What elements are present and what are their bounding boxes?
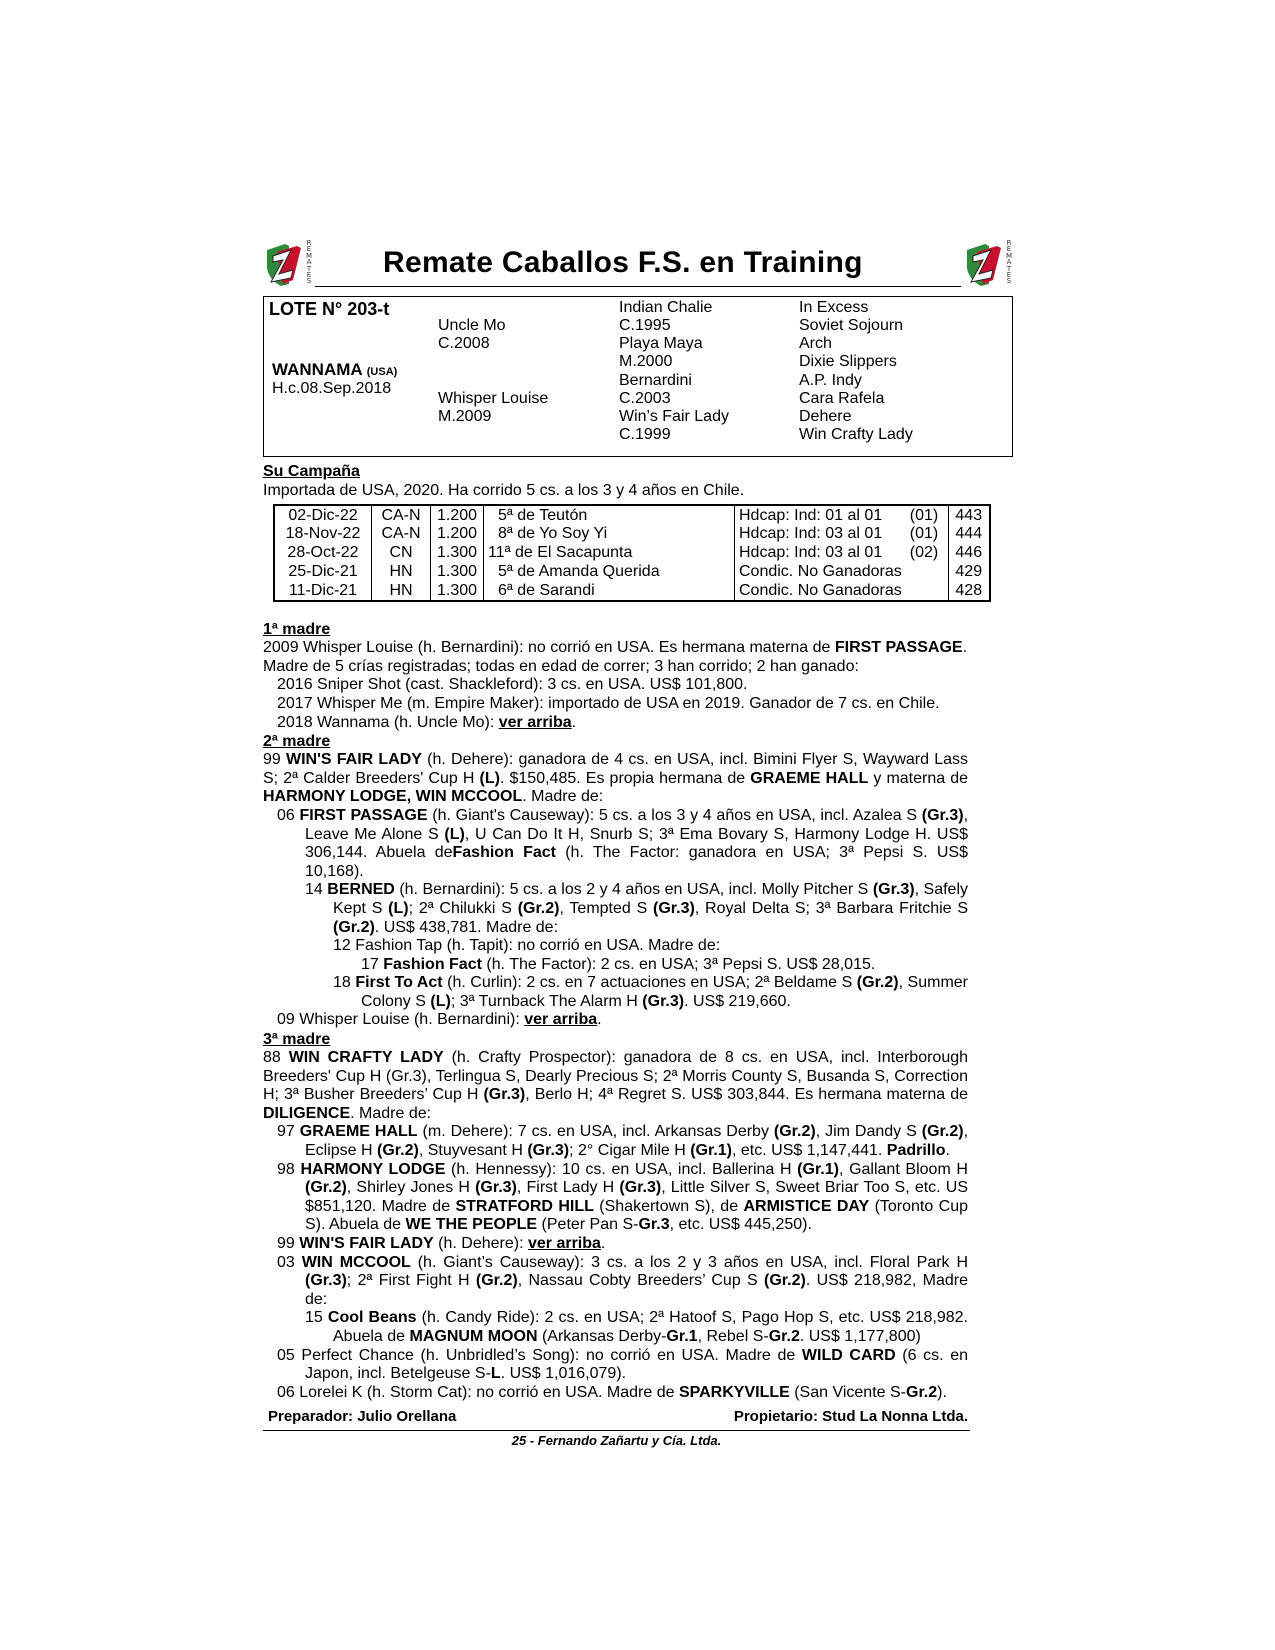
footer-rule [263,1430,970,1431]
produce-item: 2017 Whisper Me (m. Empire Maker): importado de USA en 2019. Ganador de 7 cs. en Chile. [277,694,940,712]
race-dist: 1.300 [431,544,484,563]
page-header [263,240,1013,292]
logo-letter: E [306,245,312,254]
produce-perfect-chance: 05 Perfect Chance (h. Unbridled’s Song): no corrió en USA. Madre de WILD CARD (6 cs. en Japon, incl. Betelgeuse S-L. US$ 1,016,079). [277,1346,968,1383]
horse-origin: (USA) [366,366,398,378]
pedigree-box [263,296,1013,457]
race-idx [906,581,949,601]
race-track: HN [372,563,431,582]
gen2-item: Win’s Fair Lady [619,408,729,425]
gen2-item: C.1995 [619,317,671,334]
race-row [274,563,990,582]
sire-name: Uncle Mo [438,317,506,334]
race-weight: 428 [948,581,990,601]
race-track: CN [372,544,431,563]
race-row [274,581,990,601]
produce-first-to-act: 18 First To Act (h. Curlin): 2 cs. en 7 actuaciones en USA; 2ª Beldame S (Gr.2), Summer Colony S (L); 3ª Turnback The Alarm H (Gr.3). US$ 219,660. [333,974,969,1010]
gen3-item: Arch [799,335,832,352]
third-dam-paragraph: 88 WIN CRAFTY LADY (h. Crafty Prospector): ganadora de 8 cs. en USA, incl. Interborough Breeders' Cup H (Gr.3), Terlingua S, Dearly Precious S; 2ª Morris County S, Busanda S, Correction H; 3ª Busher Breeders’ Cup H (Gr.3), Berlo H; 4ª Regret S. US$ 303,844. Es hermana materna de DILIGENCE. Madre de: [263,1049,969,1122]
owner-label: Propietario: Stud La Nonna Ltda. [733,1408,968,1426]
gen2-item: Bernardini [619,372,692,389]
gen2-item: Indian Chalie [619,299,713,316]
race-idx [906,563,949,582]
race-row [274,525,990,544]
gen3-item: A.P. Indy [799,372,862,389]
logo-letter: R [1006,239,1012,247]
produce-item: 2016 Sniper Shot (cast. Shackleford): 3 cs. en USA. US$ 101,800. [277,676,748,694]
lot-number: LOTE N° 203-t [269,299,390,319]
gen3-item: Dehere [799,408,852,425]
race-dist: 1.300 [431,581,484,601]
trainer-label: Preparador: Julio Orellana [268,1408,457,1426]
dam-name: Whisper Louise [438,390,549,407]
race-dist: 1.200 [431,505,484,525]
race-cond: Hdcap: Ind: 01 al 01 [735,505,906,525]
race-idx: (02) [906,544,949,563]
race-result: 11ª de El Sacapunta [484,544,735,563]
logo-letter: S [306,277,312,286]
campaign-title: Su Campaña [263,463,360,480]
produce-cool-beans: 15 Cool Beans (h. Candy Ride): 2 cs. en USA; 2ª Hatoof S, Pago Hop S, etc. US$ 218,982. Abuela de MAGNUM MOON (Arkansas Derby-Gr.1, Rebel S-Gr.2. US$ 1,177,800) [305,1309,969,1345]
logo-letter: T [1006,264,1012,273]
logo-letter: M [1005,251,1013,260]
produce-whisper-louise: 09 Whisper Louise (h. Bernardini): ver arriba. [277,1011,602,1029]
credits-row [263,1408,1013,1430]
produce-fashion-fact: 17 Fashion Fact (h. The Factor): 2 cs. en USA; 3ª Pepsi S. US$ 28,015. [361,955,876,973]
race-idx: (01) [906,525,949,544]
logo-letter: E [1006,245,1012,254]
gen3-item: Win Crafty Lady [799,426,913,443]
page-title: Remate Caballos F.S. en Training [383,246,863,279]
logo-letter: E [1006,271,1012,280]
race-cond: Condic. No Ganadoras [735,581,906,601]
race-track: HN [372,581,431,601]
page-footer: 25 - Fernando Zañartu y Cía. Ltda. [511,1433,722,1449]
gen3-item: Soviet Sojourn [799,317,904,334]
first-dam-produce-summary: Madre de 5 crías registradas; todas en edad de correr; 3 han corrido; 2 han ganado: [263,657,859,675]
logo-letter: E [306,271,312,280]
race-idx: (01) [906,505,949,525]
race-dist: 1.300 [431,563,484,582]
race-result: 8ª de Yo Soy Yi [484,525,735,544]
race-cond: Hdcap: Ind: 03 al 01 [735,525,906,544]
race-date: 11-Dic-21 [274,581,372,601]
race-row [274,544,990,563]
produce-item: 2018 Wannama (h. Uncle Mo): ver arriba. [277,713,577,731]
second-dam-paragraph: 99 WIN'S FAIR LADY (h. Dehere): ganadora de 4 cs. en USA, incl. Bimini Flyer S, Wayward Lass S; 2ª Calder Breeders' Cup H (L). $150,485. Es propia hermana de GRAEME HALL y materna de HARMONY LODGE, WIN MCCOOL. Madre de: [263,751,969,806]
logo-letter: R [306,239,312,247]
race-row [274,505,990,525]
logo-letter: T [306,264,312,273]
produce-berned: 14 BERNED (h. Bernardini): 5 cs. a los 2 y 4 años en USA, incl. Molly Pitcher S (Gr.3), Safely Kept S (L); 2ª Chilukki S (Gr.2), Tempted S (Gr.3), Royal Delta S; 3ª Barbara Fritchie S (Gr.2). US$ 438,781. Madre de: [305,881,969,936]
campaign-summary: Importada de USA, 2020. Ha corrido 5 cs. a los 3 y 4 años en Chile. [263,482,745,499]
race-weight: 444 [948,525,990,544]
race-date: 02-Dic-22 [274,505,372,525]
logo-letter: S [1006,277,1012,286]
gen2-item: Playa Maya [619,335,703,352]
race-weight: 429 [948,563,990,582]
race-cond: Condic. No Ganadoras [735,563,906,582]
race-result: 5ª de Amanda Querida [484,563,735,582]
race-cond: Hdcap: Ind: 03 al 01 [735,544,906,563]
race-weight: 443 [948,505,990,525]
gen2-item: C.1999 [619,426,671,443]
produce-lorelei-k: 06 Lorelei K (h. Storm Cat): no corrió en USA. Madre de SPARKYVILLE (San Vicente S-Gr.2). [277,1383,947,1401]
first-dam-title: 1ª madre [263,621,331,639]
race-track: CA-N [372,505,431,525]
horse-info: H.c.08.Sep.2018 [272,380,392,397]
logo-letter: A [1006,258,1012,267]
produce-wins-fair-lady: 99 WIN'S FAIR LADY (h. Dehere): ver arriba. [277,1235,606,1252]
race-weight: 446 [948,544,990,563]
race-result: 5ª de Teutón [484,505,735,525]
logo-letter: M [305,251,313,260]
produce-win-mccool: 03 WIN MCCOOL (h. Giant’s Causeway): 3 cs. a los 2 y 3 años en USA, incl. Floral Park H (Gr.3); 2ª First Fight H (Gr.2), Nassau Cobty Breeders’ Cup S (Gr.2). US$ 218,982, Madre de: [277,1253,968,1308]
race-dist: 1.200 [431,525,484,544]
horse-name: WANNAMA (USA) [272,360,398,379]
logo-letter: A [306,258,312,267]
race-date: 25-Dic-21 [274,563,372,582]
race-track: CA-N [372,525,431,544]
sire-info: C.2008 [438,335,490,352]
produce-harmony-lodge: 98 HARMONY LODGE (h. Hennessy): 10 cs. en USA, incl. Ballerina H (Gr.1), Gallant Bloom H (Gr.2), Shirley Jones H (Gr.3), First Lady H (Gr.3), Little Silver S, Sweet Briar Too S, etc. US $851,120. Madre de STRATFORD HILL (Shakertown S), de ARMISTICE DAY (Toronto Cup S). Abuela de WE THE PEOPLE (Peter Pan S-Gr.3, etc. US$ 445,250). [277,1160,969,1234]
race-date: 18-Nov-22 [274,525,372,544]
gen3-item: Dixie Slippers [799,353,897,370]
first-dam-paragraph: 2009 Whisper Louise (h. Bernardini): no corrió en USA. Es hermana materna de FIRST PASSAGE. [263,639,968,657]
catalog-page [263,240,1013,1448]
logo-lettering-left [305,240,313,285]
produce-first-passage: 06 FIRST PASSAGE (h. Giant's Causeway): 5 cs. a los 3 y 4 años en USA, incl. Azalea S (Gr.3), Leave Me Alone S (L), U Can Do It H, Snurb S; 3ª Ema Bovary S, Harmony Lodge H. US$ 306,144. Abuela deFashion Fact (h. The Factor: ganadora en USA; 3ª Pepsi S. US$ 10,168). [277,806,969,880]
third-dam-title: 3ª madre [263,1031,331,1049]
gen2-item: C.2003 [619,390,671,407]
produce-graeme-hall: 97 GRAEME HALL (m. Dehere): 7 cs. en USA, incl. Arkansas Derby (Gr.2), Jim Dandy S (Gr.2), Eclipse H (Gr.2), Stuyvesant H (Gr.3); 2° Cigar Mile H (Gr.1), etc. US$ 1,147,441. Padrillo. [277,1123,969,1160]
header-rule [315,286,961,287]
logo-lettering-right [1005,240,1013,285]
gen3-item: Cara Rafela [799,390,885,407]
second-dam-title: 2ª madre [263,733,331,751]
produce-fashion-tap: 12 Fashion Tap (h. Tapit): no corrió en USA. Madre de: [333,937,721,955]
gen3-item: In Excess [799,299,869,316]
race-date: 28-Oct-22 [274,544,372,563]
gen2-item: M.2000 [619,353,673,370]
race-table [273,504,991,602]
dam-info: M.2009 [438,408,492,425]
race-result: 6ª de Sarandi [484,581,735,601]
